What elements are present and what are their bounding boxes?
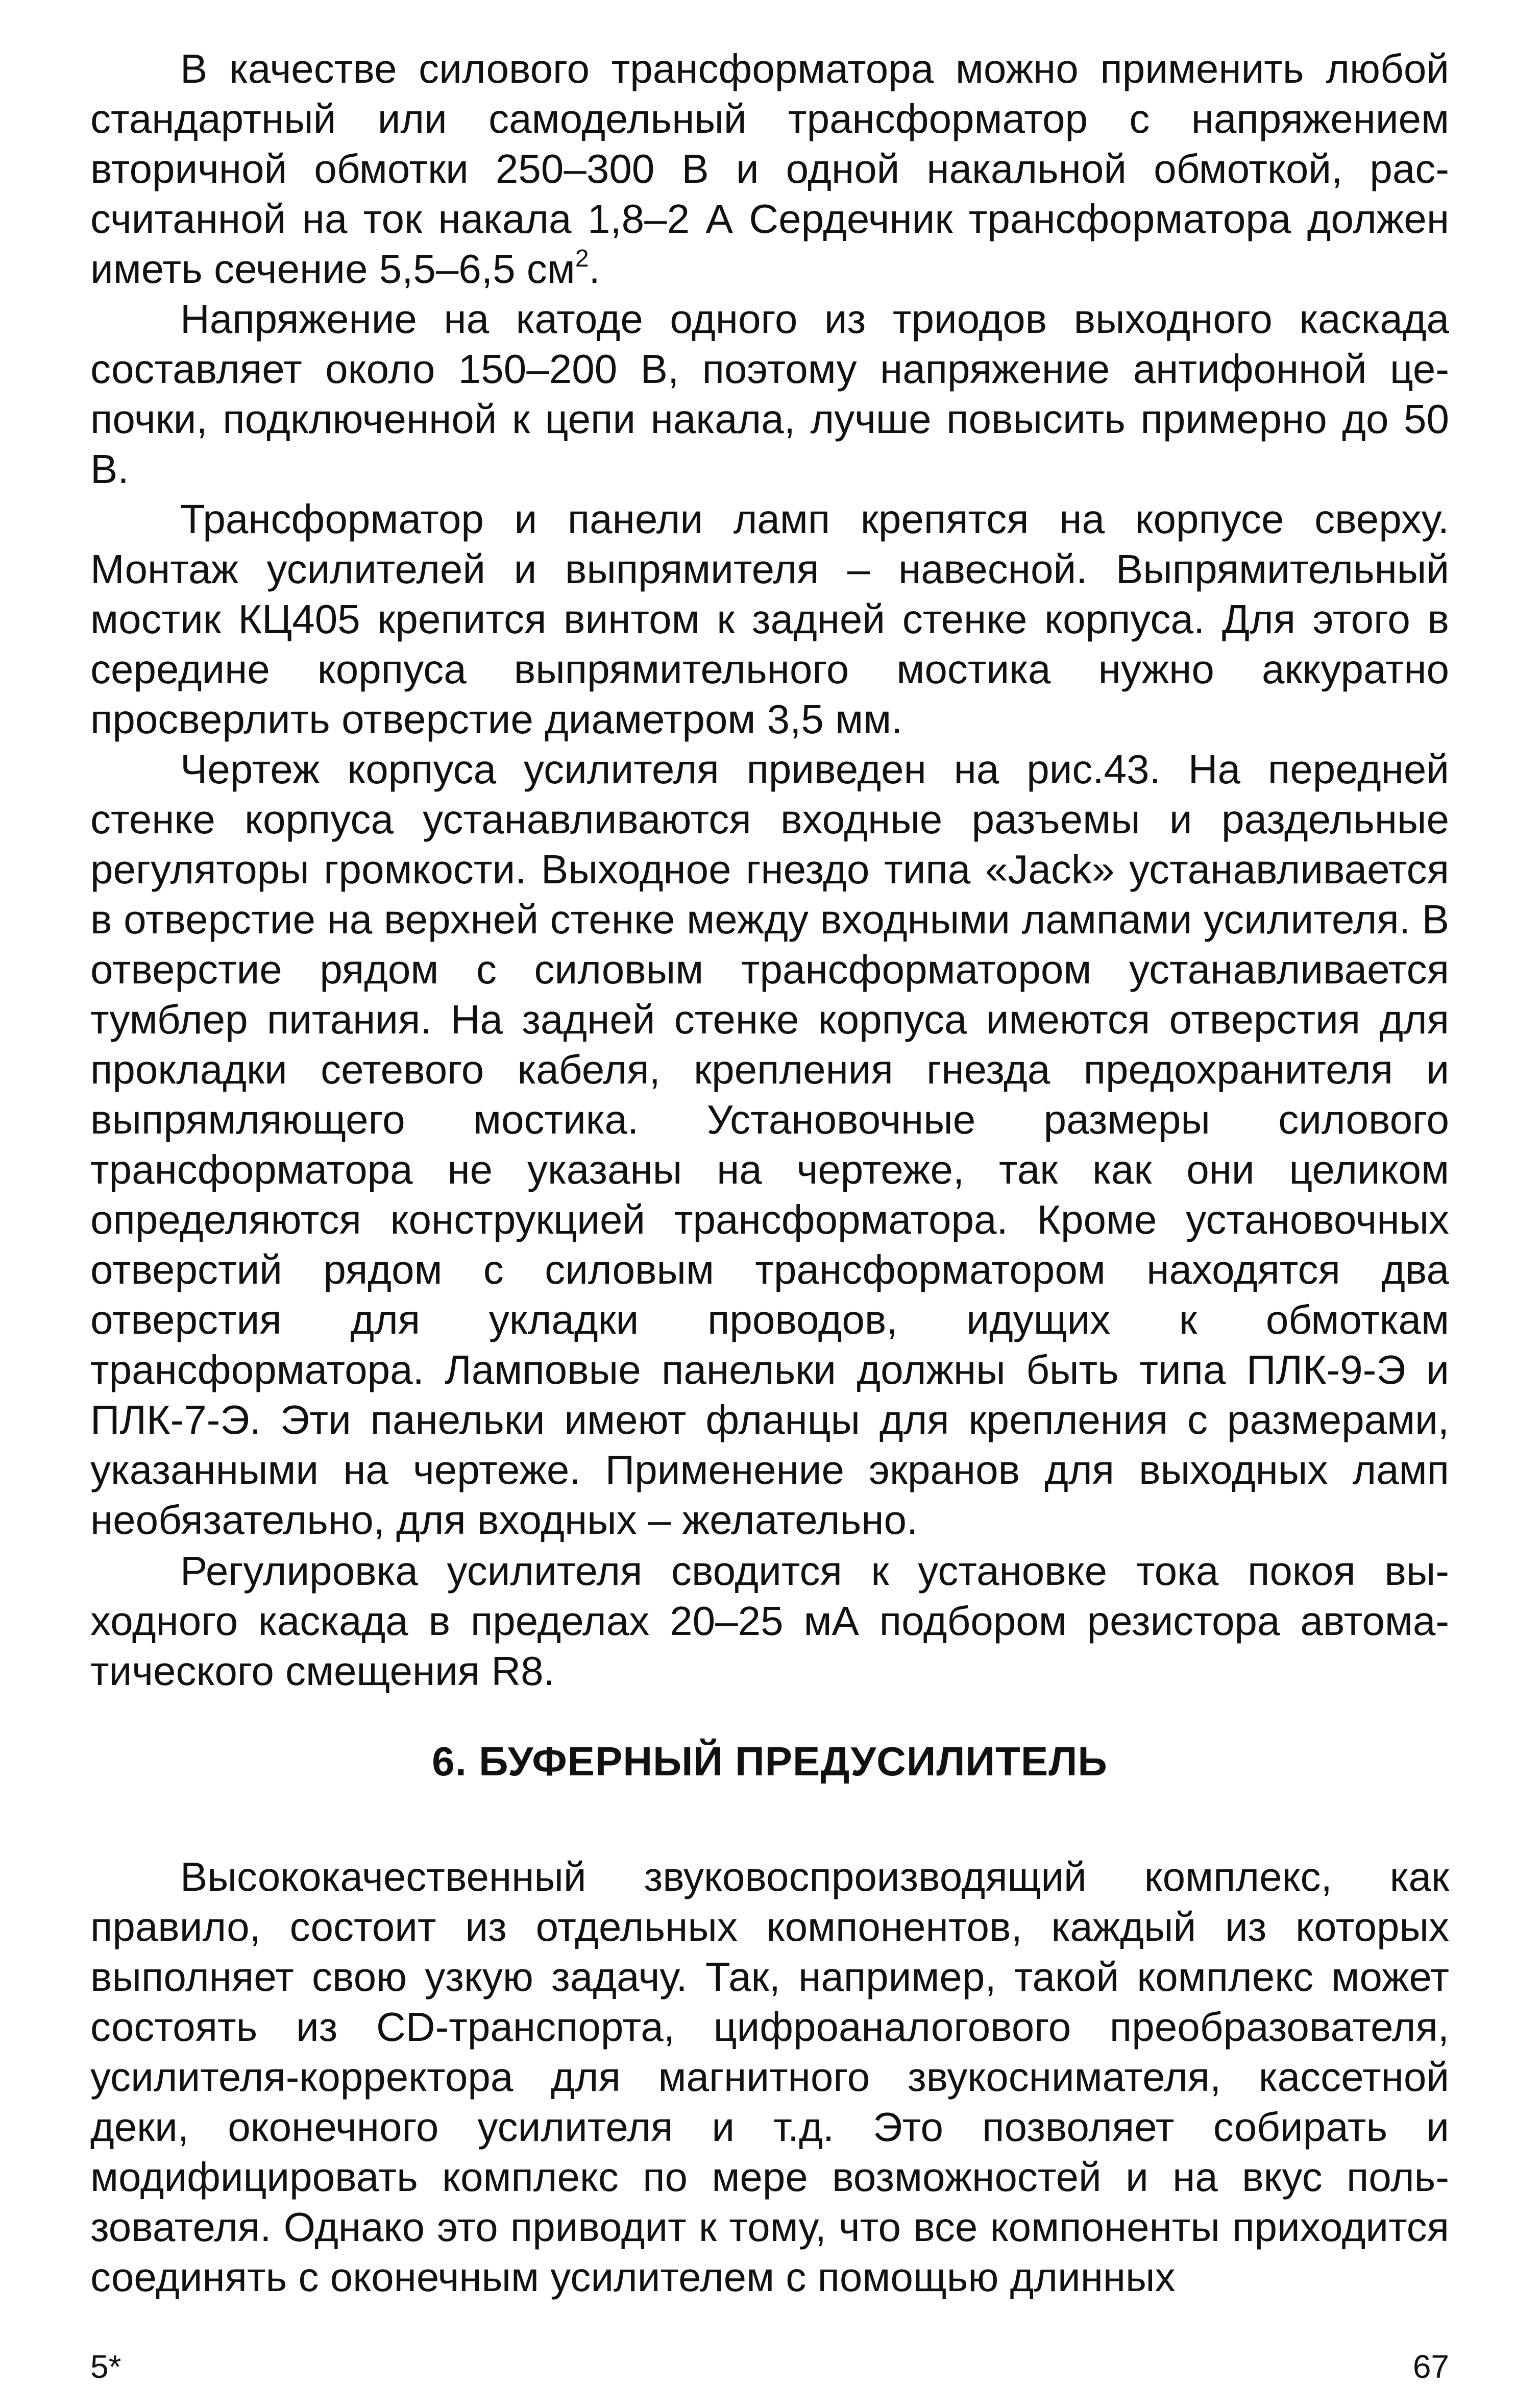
paragraph-transformer-tail: . [589, 246, 600, 292]
paragraph-mounting: Трансформатор и панели ламп крепятся на корпусе сверху. Монтаж усилителей и выпрямителя – навесной. Выпрямительный мостик КЦ405 крепится винтом к задней стенке корпуса. Для этого в середине корпуса выпрямительного мостика нужно аккуратно просверлить отверстие диаметром 3,5 мм. [90, 496, 1449, 742]
page-content [90, 44, 1449, 2372]
section-heading: 6. БУФЕРНЫЙ ПРЕДУСИЛИТЕЛЬ [432, 1739, 1108, 1784]
paragraph-buffer-preamp: Высококачественный звуковоспроизводящий комплекс, как правило, состоит из отдельных компонентов, каждый из которых выполняет свою узкую задачу. Так, например, такой комплекс может состоять из CD-транспорта, цифроаналогового преобразователя, усилителя-корректора для магнитного звукоснимателя, кассетной деки, оконечного усилителя и т.д. Это позволяет собирать и модифицировать комплекс по мере возможностей и на вкус пользователя. Однако это приводит к тому, что все компоненты приходится соединять с оконечным усилителем с помощью длинных [90, 1854, 1449, 2300]
signature-mark: 5* [90, 2348, 121, 2385]
page-number: 67 [1412, 2348, 1449, 2385]
paragraph-cathode-voltage: Напряжение на катоде одного из триодов выходного каскада составляет около 150–200 В, поэтому напряжение антифонной цепочки, подключенной к цепи накала, лучше повысить примерно до 50 В. [90, 296, 1449, 492]
paragraph-chassis-drawing: Чертеж корпуса усилителя приведен на рис.43. На передней стенке корпуса устанавливаются входные разъемы и раздельные регуляторы громкости. Выходное гнездо типа «Jack» устанавливается в отверстие на верхней стенке между входными лампами усилителя. В отверстие рядом с силовым трансформатором устанавливается тумблер питания. На задней стенке корпуса имеются отверстия для прокладки сетевого кабеля, крепления гнезда предохранителя и выпрямляющего мостика. Установочные размеры силового трансформатора не указаны на чертеже, так как они целиком определяются конструкцией трансформатора. Кроме установочных отверстий рядом с силовым трансформатором находятся два отверстия для укладки проводов, идущих к обмоткам трансформатора. Ламповые панельки должны быть типа ПЛК-9-Э и ПЛК-7-Э. Эти панельки имеют фланцы для крепления с размерами, указанными на чертеже. Применение экранов для выходных ламп необязательно, для входных – желательно. [90, 747, 1449, 1543]
paragraph-transformer-text: В качестве силового трансформатора можно применить любой стандартный или самодельный трансформатор с напряжением вторичной обмотки 250–300 В и одной накальной обмоткой, рассчитанной на ток накала 1,8–2 А Сердечник трансформатора должен иметь сечение 5,5–6,5 см [90, 46, 1449, 292]
paragraph-adjustment: Регулировка усилителя сводится к установке тока покоя выходного каскада в пределах 20–25 мА подбором резистора автоматического смещения R8. [90, 1548, 1449, 1694]
paragraph-transformer [90, 44, 1449, 294]
superscript: 2 [575, 245, 589, 272]
